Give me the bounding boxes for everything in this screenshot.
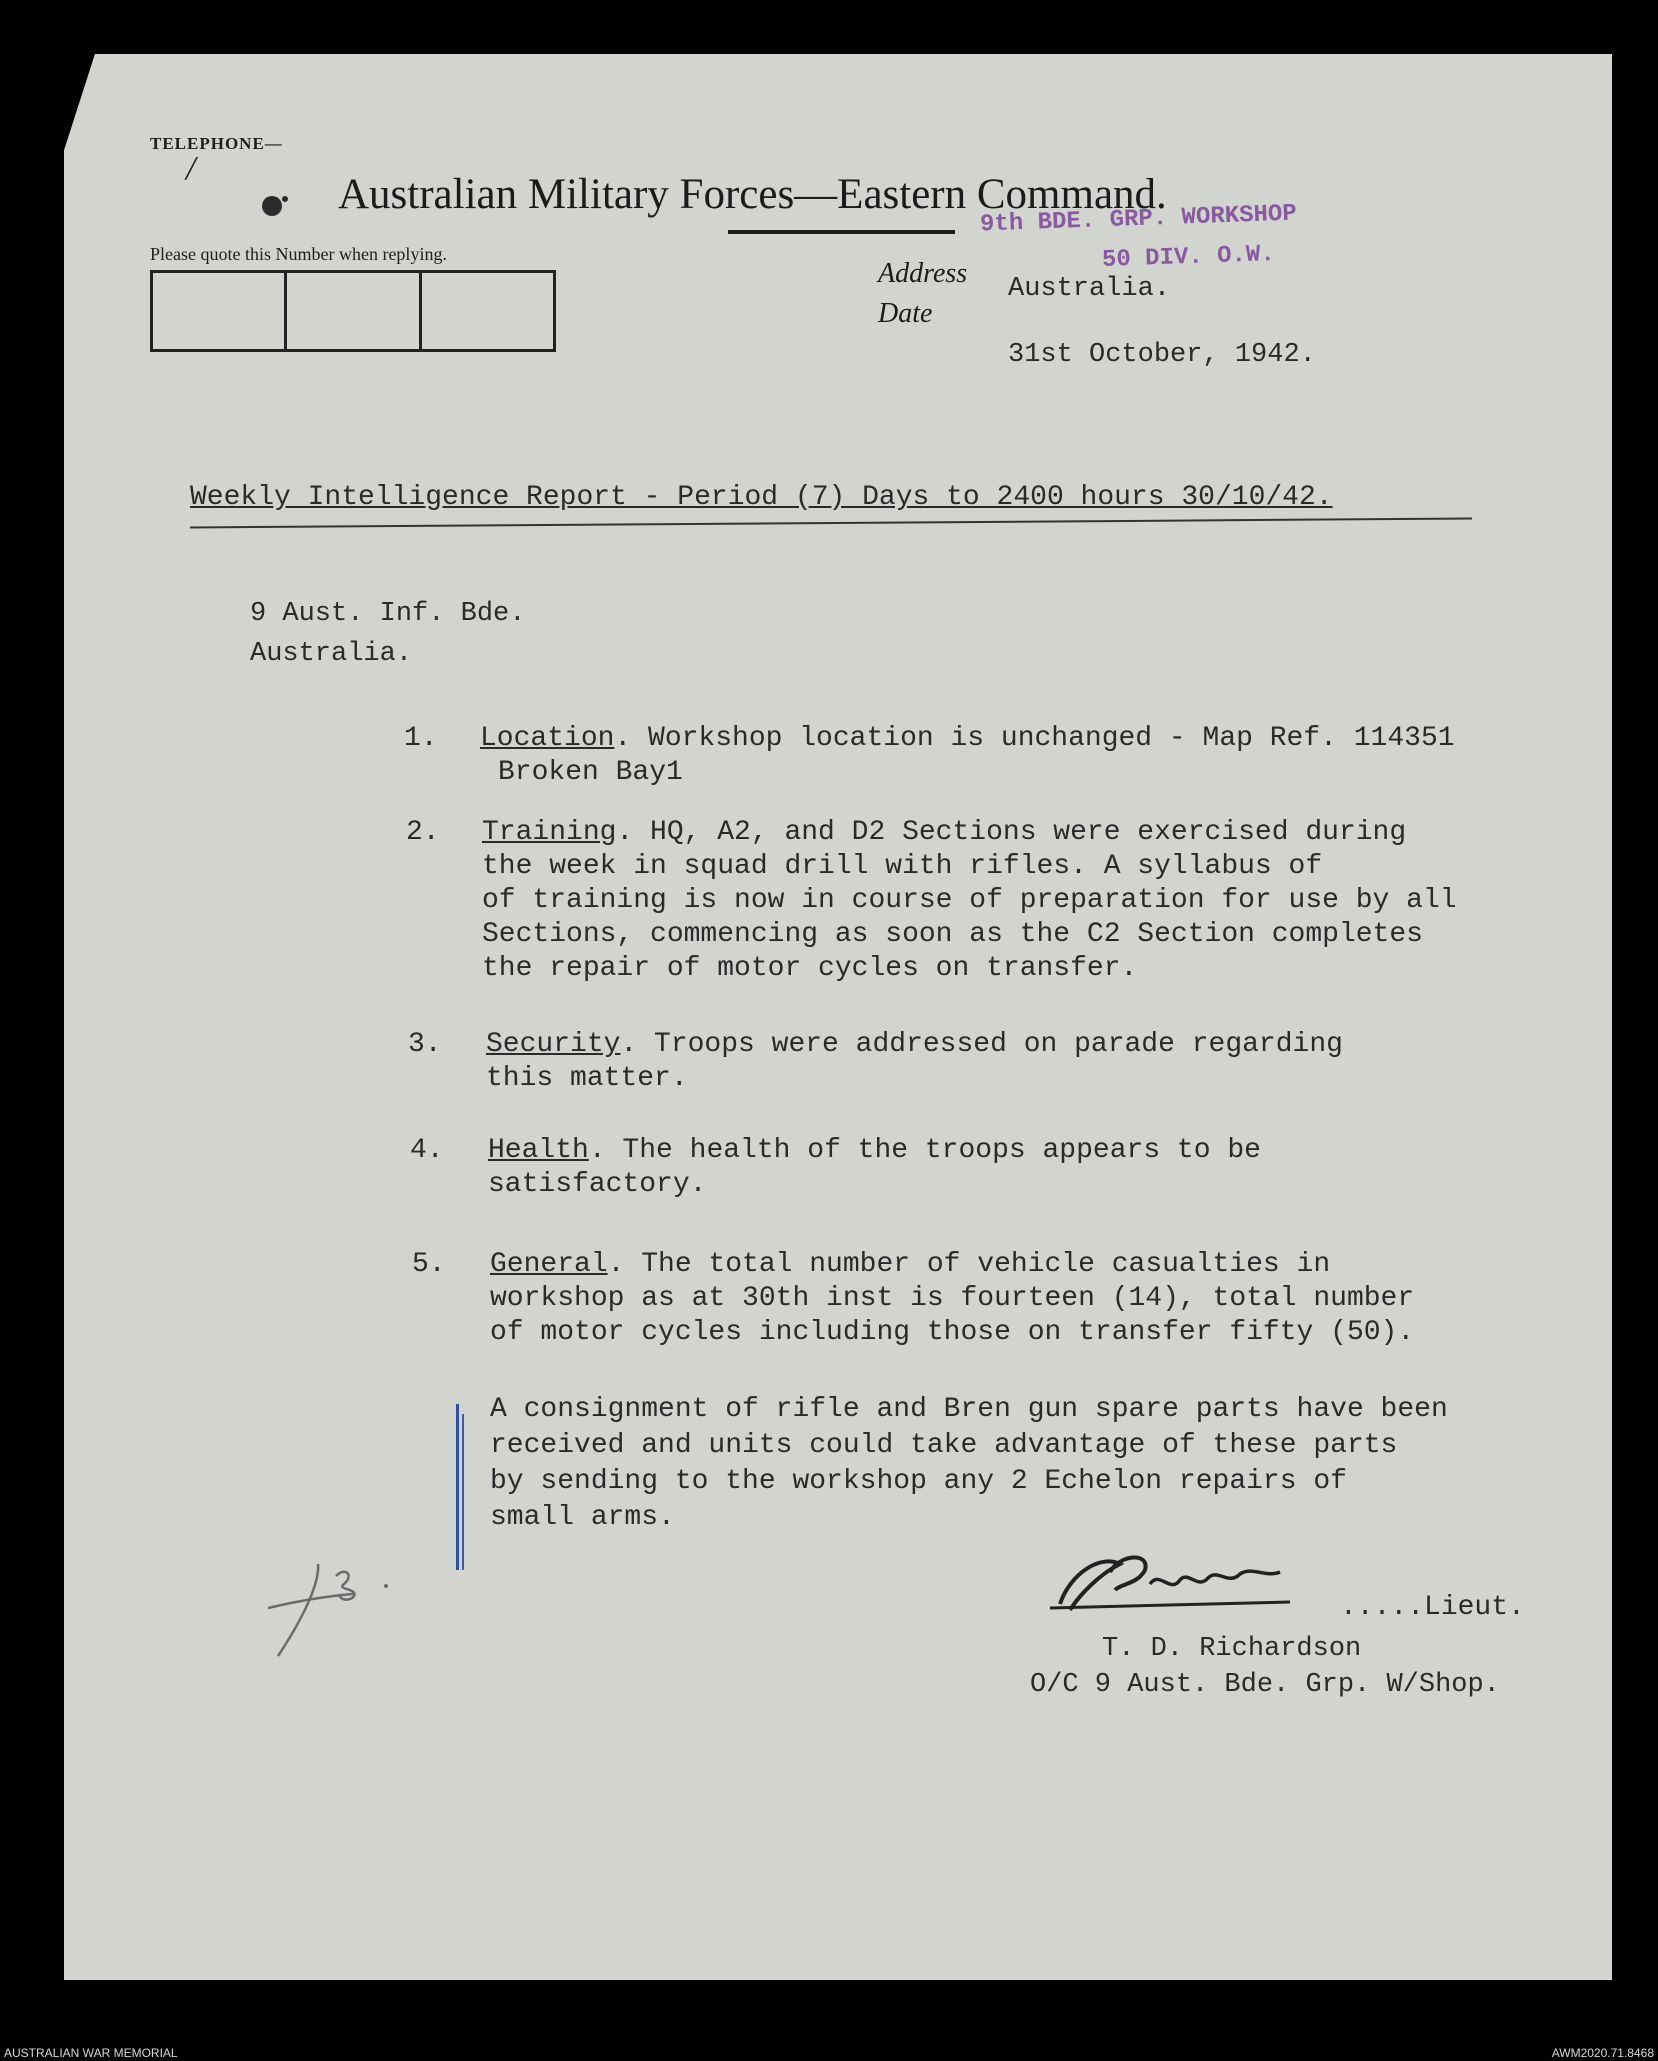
paragraph-line: A consignment of rifle and Bren gun spare parts have been [490, 1394, 1448, 1425]
addressee-line: 9 Aust. Inf. Bde. [250, 599, 526, 629]
item-heading: Security [486, 1029, 621, 1060]
item-number: 1. [404, 723, 438, 754]
item-line: . Troops were addressed on parade regarding [620, 1029, 1343, 1060]
punch-hole [262, 196, 282, 216]
stamp-line-1: 9th BDE. GRP. WORKSHOP [979, 200, 1298, 239]
item-line: Broken Bay1 [498, 757, 683, 788]
paragraph-line: received and units could take advantage of these parts [490, 1430, 1398, 1461]
item-line: satisfactory. [488, 1169, 707, 1200]
handwritten-mark: / [186, 150, 196, 187]
reference-cell [422, 273, 553, 349]
handwritten-signature [1040, 1544, 1350, 1618]
item-line: of motor cycles including those on transfer fifty (50). [490, 1317, 1415, 1348]
item-number: 4. [410, 1135, 444, 1166]
margin-pen-mark [462, 1414, 464, 1570]
date-value: 31st October, 1942. [1008, 340, 1316, 370]
paragraph-line: small arms. [490, 1502, 675, 1533]
signature-rank: .....Lieut. [1340, 1592, 1525, 1623]
reference-instruction: Please quote this Number when replying. [150, 244, 447, 264]
reference-number-box [150, 270, 556, 352]
item-line: the repair of motor cycles on transfer. [482, 953, 1138, 984]
signatory-name: T. D. Richardson [1102, 1634, 1362, 1664]
item-heading: General [490, 1249, 608, 1280]
item-line: . HQ, A2, and D2 Sections were exercised during [616, 817, 1407, 848]
item-line: this matter. [486, 1063, 688, 1094]
item-line: Sections, commencing as soon as the C2 Section completes [482, 919, 1423, 950]
reference-cell [153, 273, 287, 349]
item-number: 5. [412, 1249, 446, 1280]
item-line: of training is now in course of preparation for use by all [482, 885, 1457, 916]
addressee [250, 594, 525, 674]
address-value: Australia. [1008, 274, 1171, 304]
address-label: Address [878, 258, 968, 289]
report-title: Weekly Intelligence Report - Period (7) Days to 2400 hours 30/10/42. [190, 482, 1333, 513]
footer-institution: AUSTRALIAN WAR MEMORIAL [4, 2046, 178, 2060]
punch-hole-fragment [282, 196, 288, 202]
item-number: 3. [408, 1029, 442, 1060]
telephone-label: TELEPHONE— [150, 134, 283, 153]
item-line: . The total number of vehicle casualties in [607, 1249, 1331, 1280]
item-heading: Health [488, 1135, 589, 1166]
item-number: 2. [406, 817, 440, 848]
handwritten-initials [258, 1556, 428, 1666]
paragraph-line: by sending to the workshop any 2 Echelon repairs of [490, 1466, 1347, 1497]
margin-pen-mark [456, 1404, 459, 1570]
reference-cell [287, 273, 421, 349]
item-line: . The health of the troops appears to be [588, 1135, 1261, 1166]
letterhead-rule [728, 230, 955, 234]
footer-accession-number: AWM2020.71.8468 [1551, 2046, 1654, 2060]
date-label: Date [878, 298, 933, 329]
item-heading: Training [482, 817, 617, 848]
additional-paragraph [490, 1392, 1448, 1536]
stamp-line-2: 50 DIV. O.W. [1101, 240, 1276, 275]
item-heading: Location [480, 723, 615, 754]
letterhead-title: Australian Military Forces—Eastern Command. [338, 171, 1167, 218]
signatory-role: O/C 9 Aust. Bde. Grp. W/Shop. [1030, 1670, 1500, 1700]
item-line: the week in squad drill with rifles. A syllabus of [482, 851, 1323, 882]
item-line: . Workshop location is unchanged - Map Ref. 114351 [614, 723, 1455, 754]
addressee-line: Australia. [250, 639, 413, 669]
item-line: workshop as at 30th inst is fourteen (14), total number [490, 1283, 1415, 1314]
